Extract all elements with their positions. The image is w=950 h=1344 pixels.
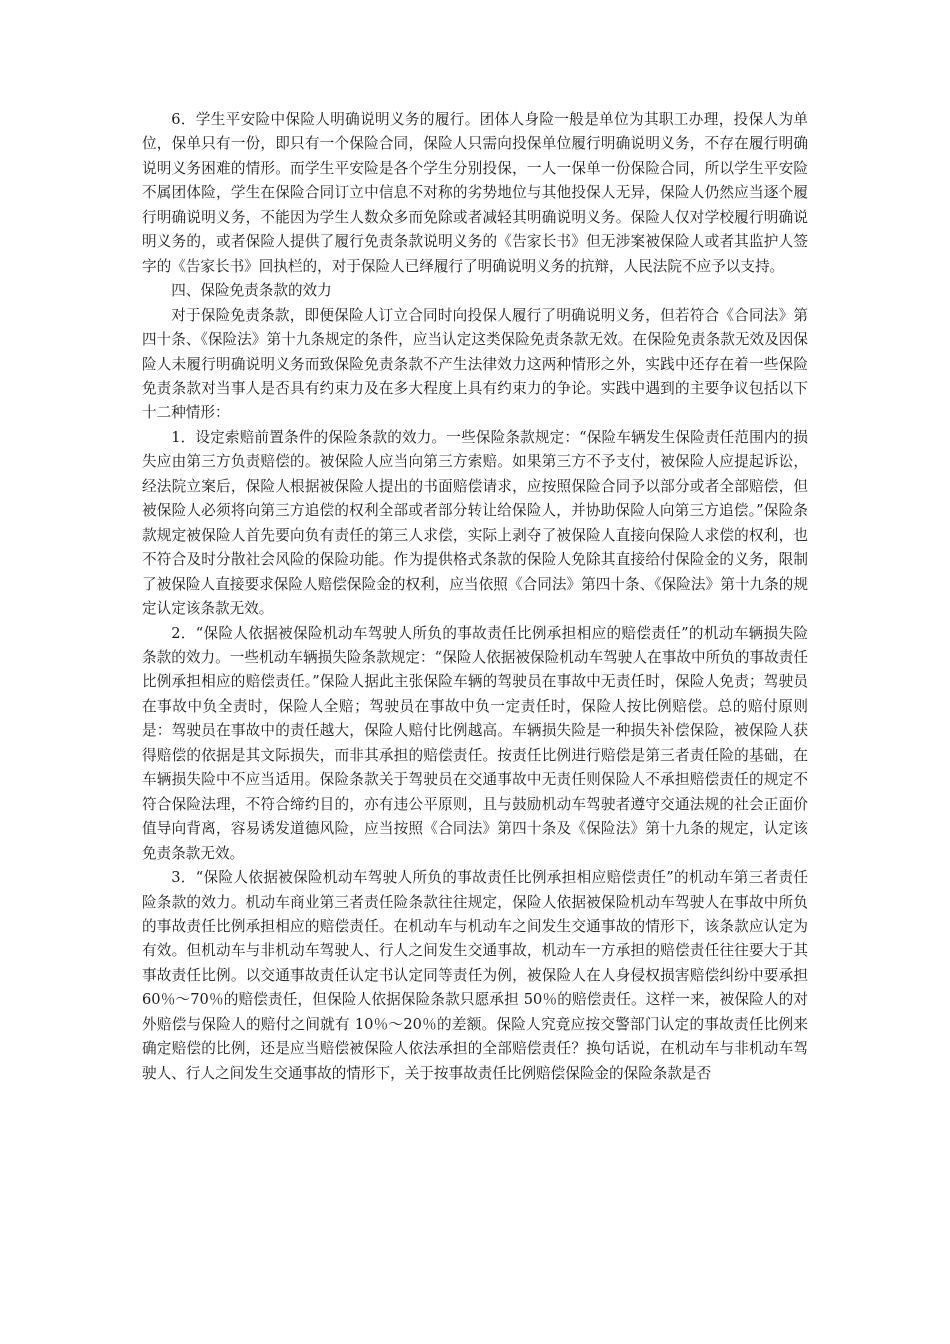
- paragraph-case-2: 2．“保险人依据被保险机动车驾驶人所负的事故责任比例承担相应的赔偿责任”的机动车辆损失险条款的效力。一些机动车辆损失险条款规定：“保险人依据被保险机动车驾驶人在事故中所负的事故责任比例承担相应的赔偿责任。”保险人据此主张保险车辆的驾驶员在事故中无责任时，保险人免责；驾驶员在事故中负全责时，保险人全赔；驾驶员在事故中负一定责任时，保险人按比例赔偿。总的赔付原则是：驾驶员在事故中的责任越大，保险人赔付比例越高。车辆损失险是一种损失补偿保险，被保险人获得赔偿的依据是其文际损失，而非其承担的赔偿责任。按责任比例进行赔偿是第三者责任险的基础，在车辆损失险中不应当适用。保险条款关于驾驶员在交通事故中无责任则保险人不承担赔偿责任的规定不符合保险法理，不符合缔约目的，亦有违公平原则，且与鼓励机动车驾驶者遵守交通法规的社会正面价值导向背离，容易诱发道德风险，应当按照《合同法》第四十条及《保险法》第十九条的规定，认定该免责条款无效。: [142, 624, 808, 862]
- section-heading-exemption-validity: 四、保险免责条款的效力: [171, 282, 332, 300]
- paragraph-case-1: 1．设定索赔前置条件的保险条款的效力。一些保险条款规定：“保险车辆发生保险责任范围内的损失应由第三方负责赔偿的。被保险人应当向第三方索赔。如果第三方不予支付，被保险人应提起诉讼，经法院立案后，保险人根据被保险人提出的书面赔偿请求，应按照保险合同予以部分或者全部赔偿，但被保险人必须将向第三方追偿的权利全部或者部分转让给保险人，并协助保险人向第三方追偿。”保险条款规定被保险人首先要向负有责任的第三人求偿，实际上剥夺了被保险人直接向保险人求偿的权利，也不符合及时分散社会风险的保险功能。作为提供格式条款的保险人免除其直接给付保险金的义务，限制了被保险人直接要求保险人赔偿保险金的权利，应当依照《合同法》第四十条、《保险法》第十九条的规定认定该条款无效。: [142, 428, 808, 618]
- paragraph-student-insurance: 6．学生平安险中保险人明确说明义务的履行。团体人身险一般是单位为其职工办理，投保人为单位，保单只有一份，即只有一个保险合同，保险人只需向投保单位履行明确说明义务，不存在履行明确说明义务困难的情形。而学生平安险是各个学生分别投保，一人一保单一份保险合同，所以学生平安险不属团体险，学生在保险合同订立中信息不对称的劣势地位与其他投保人无异，保险人仍然应当逐个履行明确说明义务，不能因为学生人数众多而免除或者减轻其明确说明义务。保险人仅对学校履行明确说明义务的，或者保险人提供了履行免责条款说明义务的《告家长书》但无涉案被保险人或者其监护人签字的《告家长书》回执栏的，对于保险人已绎履行了明确说明义务的抗辩，人民法院不应予以支持。: [142, 111, 808, 275]
- paragraph-exemption-intro: 对于保险免责条款，即便保险人订立合同时向投保人履行了明确说明义务，但若符合《合同法》第四十条、《保险法》第十九条规定的条件，应当认定这类保险免责条款无效。在保险免责条款无效及因保险人未履行明确说明义务而致保险免责条款不产生法律效力这两种情形之外，实践中还存在着一些保险免责条款对当事人是否具有约束力及在多大程度上具有约束力的争论。实践中遇到的主要争议包括以下十二种情形：: [142, 306, 808, 422]
- document-page: [142, 108, 808, 1086]
- paragraph-case-3: 3．“保险人依据被保险机动车驾驶人所负的事故责任比例承担相应赔偿责任”的机动车第三者责任险条款的效力。机动车商业第三者责任险条款往往规定，保险人依据被保险机动车驾驶人在事故中所负的事故责任比例承担相应的赔偿责任。在机动车与机动车之间发生交通事故的情形下，该条款应认定为有效。但机动车与非机动车驾驶人、行人之间发生交通事故，机动车一方承担的赔偿责任往往要大于其事故责任比例。以交通事故责任认定书认定同等责任为例，被保险人在人身侵权损害赔偿纠纷中要承担 60％～70％的赔偿责任，但保险人依据保险条款只愿承担 50％的赔偿责任。这样一来，被保险人的对外赔偿与保险人的赔付之间就有 10％～20％的差额。保险人究竟应按交警部门认定的事故责任比例来确定赔偿的比例，还是应当赔偿被保险人依法承担的全部赔偿责任？换句话说，在机动车与非机动车驾驶人、行人之间发生交通事故的情形下，关于按事故责任比例赔偿保险金的保险条款是否: [142, 869, 808, 1082]
